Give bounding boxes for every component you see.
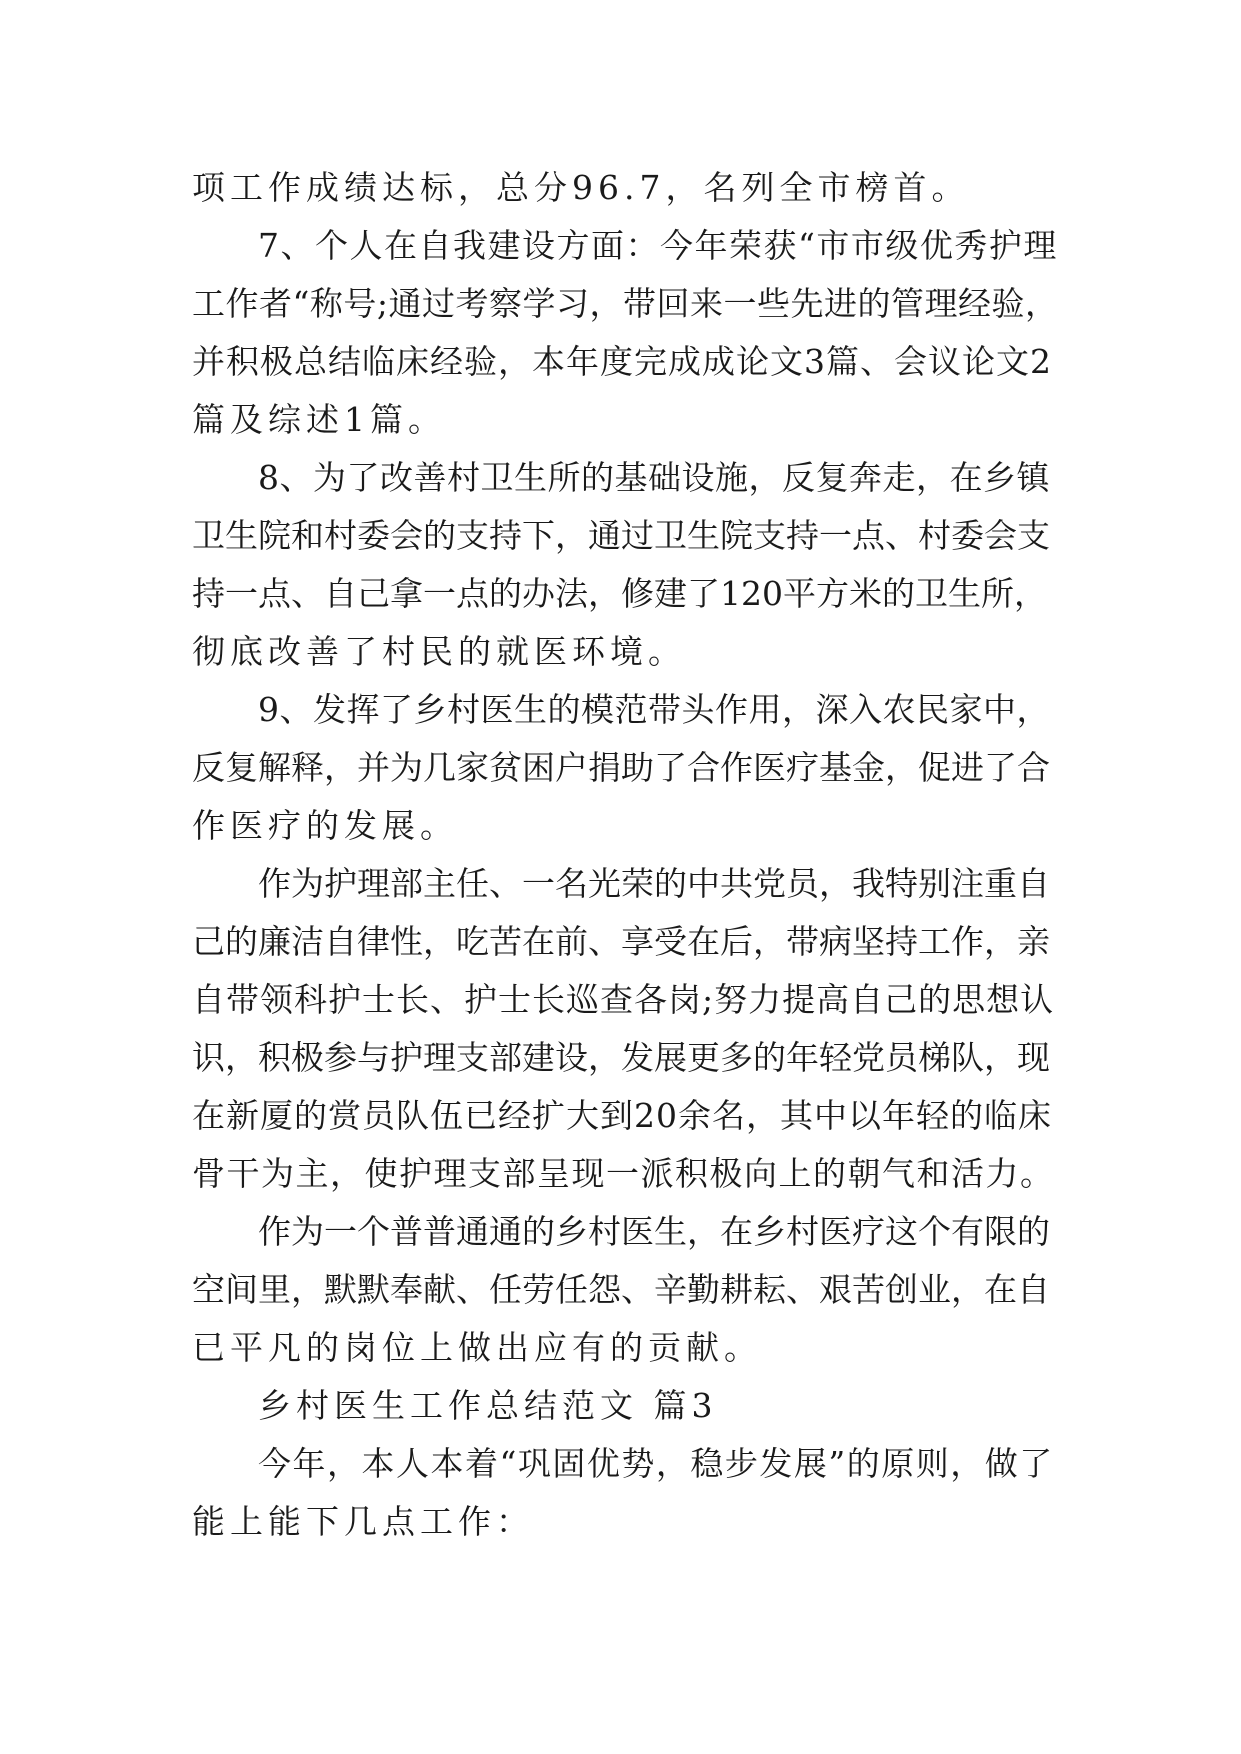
- text-line: 篇及综述1篇。: [192, 400, 446, 439]
- text-line: 9、发挥了乡村医生的模范带头作用，深入农民家中，: [258, 690, 1050, 729]
- text-line: 反复解释，并为几家贫困户捐助了合作医疗基金，促进了合: [192, 748, 1050, 787]
- text-line: 自带领科护士长、护士长巡查各岗;努力提高自己的思想认: [192, 980, 1055, 1019]
- text-line: 已平凡的岗位上做出应有的贡献。: [192, 1328, 762, 1367]
- text-line: 作为一个普普通通的乡村医生，在乡村医疗这个有限的: [258, 1212, 1050, 1251]
- text-line: 骨干为主，使护理支部呈现一派积极向上的朝气和活力。: [192, 1154, 1055, 1193]
- text-line: 今年，本人本着“巩固优势，稳步发展”的原则，做了: [258, 1444, 1054, 1483]
- text-line: 在新厦的赏员队伍已经扩大到20余名，其中以年轻的临床: [192, 1096, 1052, 1135]
- text-line: 作医疗的发展。: [192, 806, 458, 845]
- text-line: 项工作成绩达标，总分96.7，名列全市榜首。: [192, 168, 970, 207]
- text-line: 作为护理部主任、一名光荣的中共党员，我特别注重自: [258, 864, 1050, 903]
- text-line: 彻底改善了村民的就医环境。: [192, 632, 686, 671]
- text-line: 7、个人在自我建设方面：今年荣获“市市级优秀护理: [258, 226, 1058, 265]
- text-line: 己的廉洁自律性，吃苦在前、享受在后，带病坚持工作，亲: [192, 922, 1050, 961]
- section-heading: 乡村医生工作总结范文 篇3: [258, 1386, 718, 1425]
- text-line: 卫生院和村委会的支持下，通过卫生院支持一点、村委会支: [192, 516, 1050, 555]
- text-line: 识，积极参与护理支部建设，发展更多的年轻党员梯队，现: [192, 1038, 1050, 1077]
- text-line: 工作者“称号;通过考察学习，带回来一些先进的管理经验，: [192, 284, 1059, 323]
- text-line: 空间里，默默奉献、任劳任怨、辛勤耕耘、艰苦创业，在自: [192, 1270, 1050, 1309]
- text-line: 持一点、自己拿一点的办法，修建了120平方米的卫生所，: [192, 574, 1047, 613]
- text-line: 能上能下几点工作：: [192, 1502, 534, 1541]
- text-line: 8、为了改善村卫生所的基础设施，反复奔走，在乡镇: [258, 458, 1050, 497]
- text-line: 并积极总结临床经验，本年度完成成论文3篇、会议论文2: [192, 342, 1052, 381]
